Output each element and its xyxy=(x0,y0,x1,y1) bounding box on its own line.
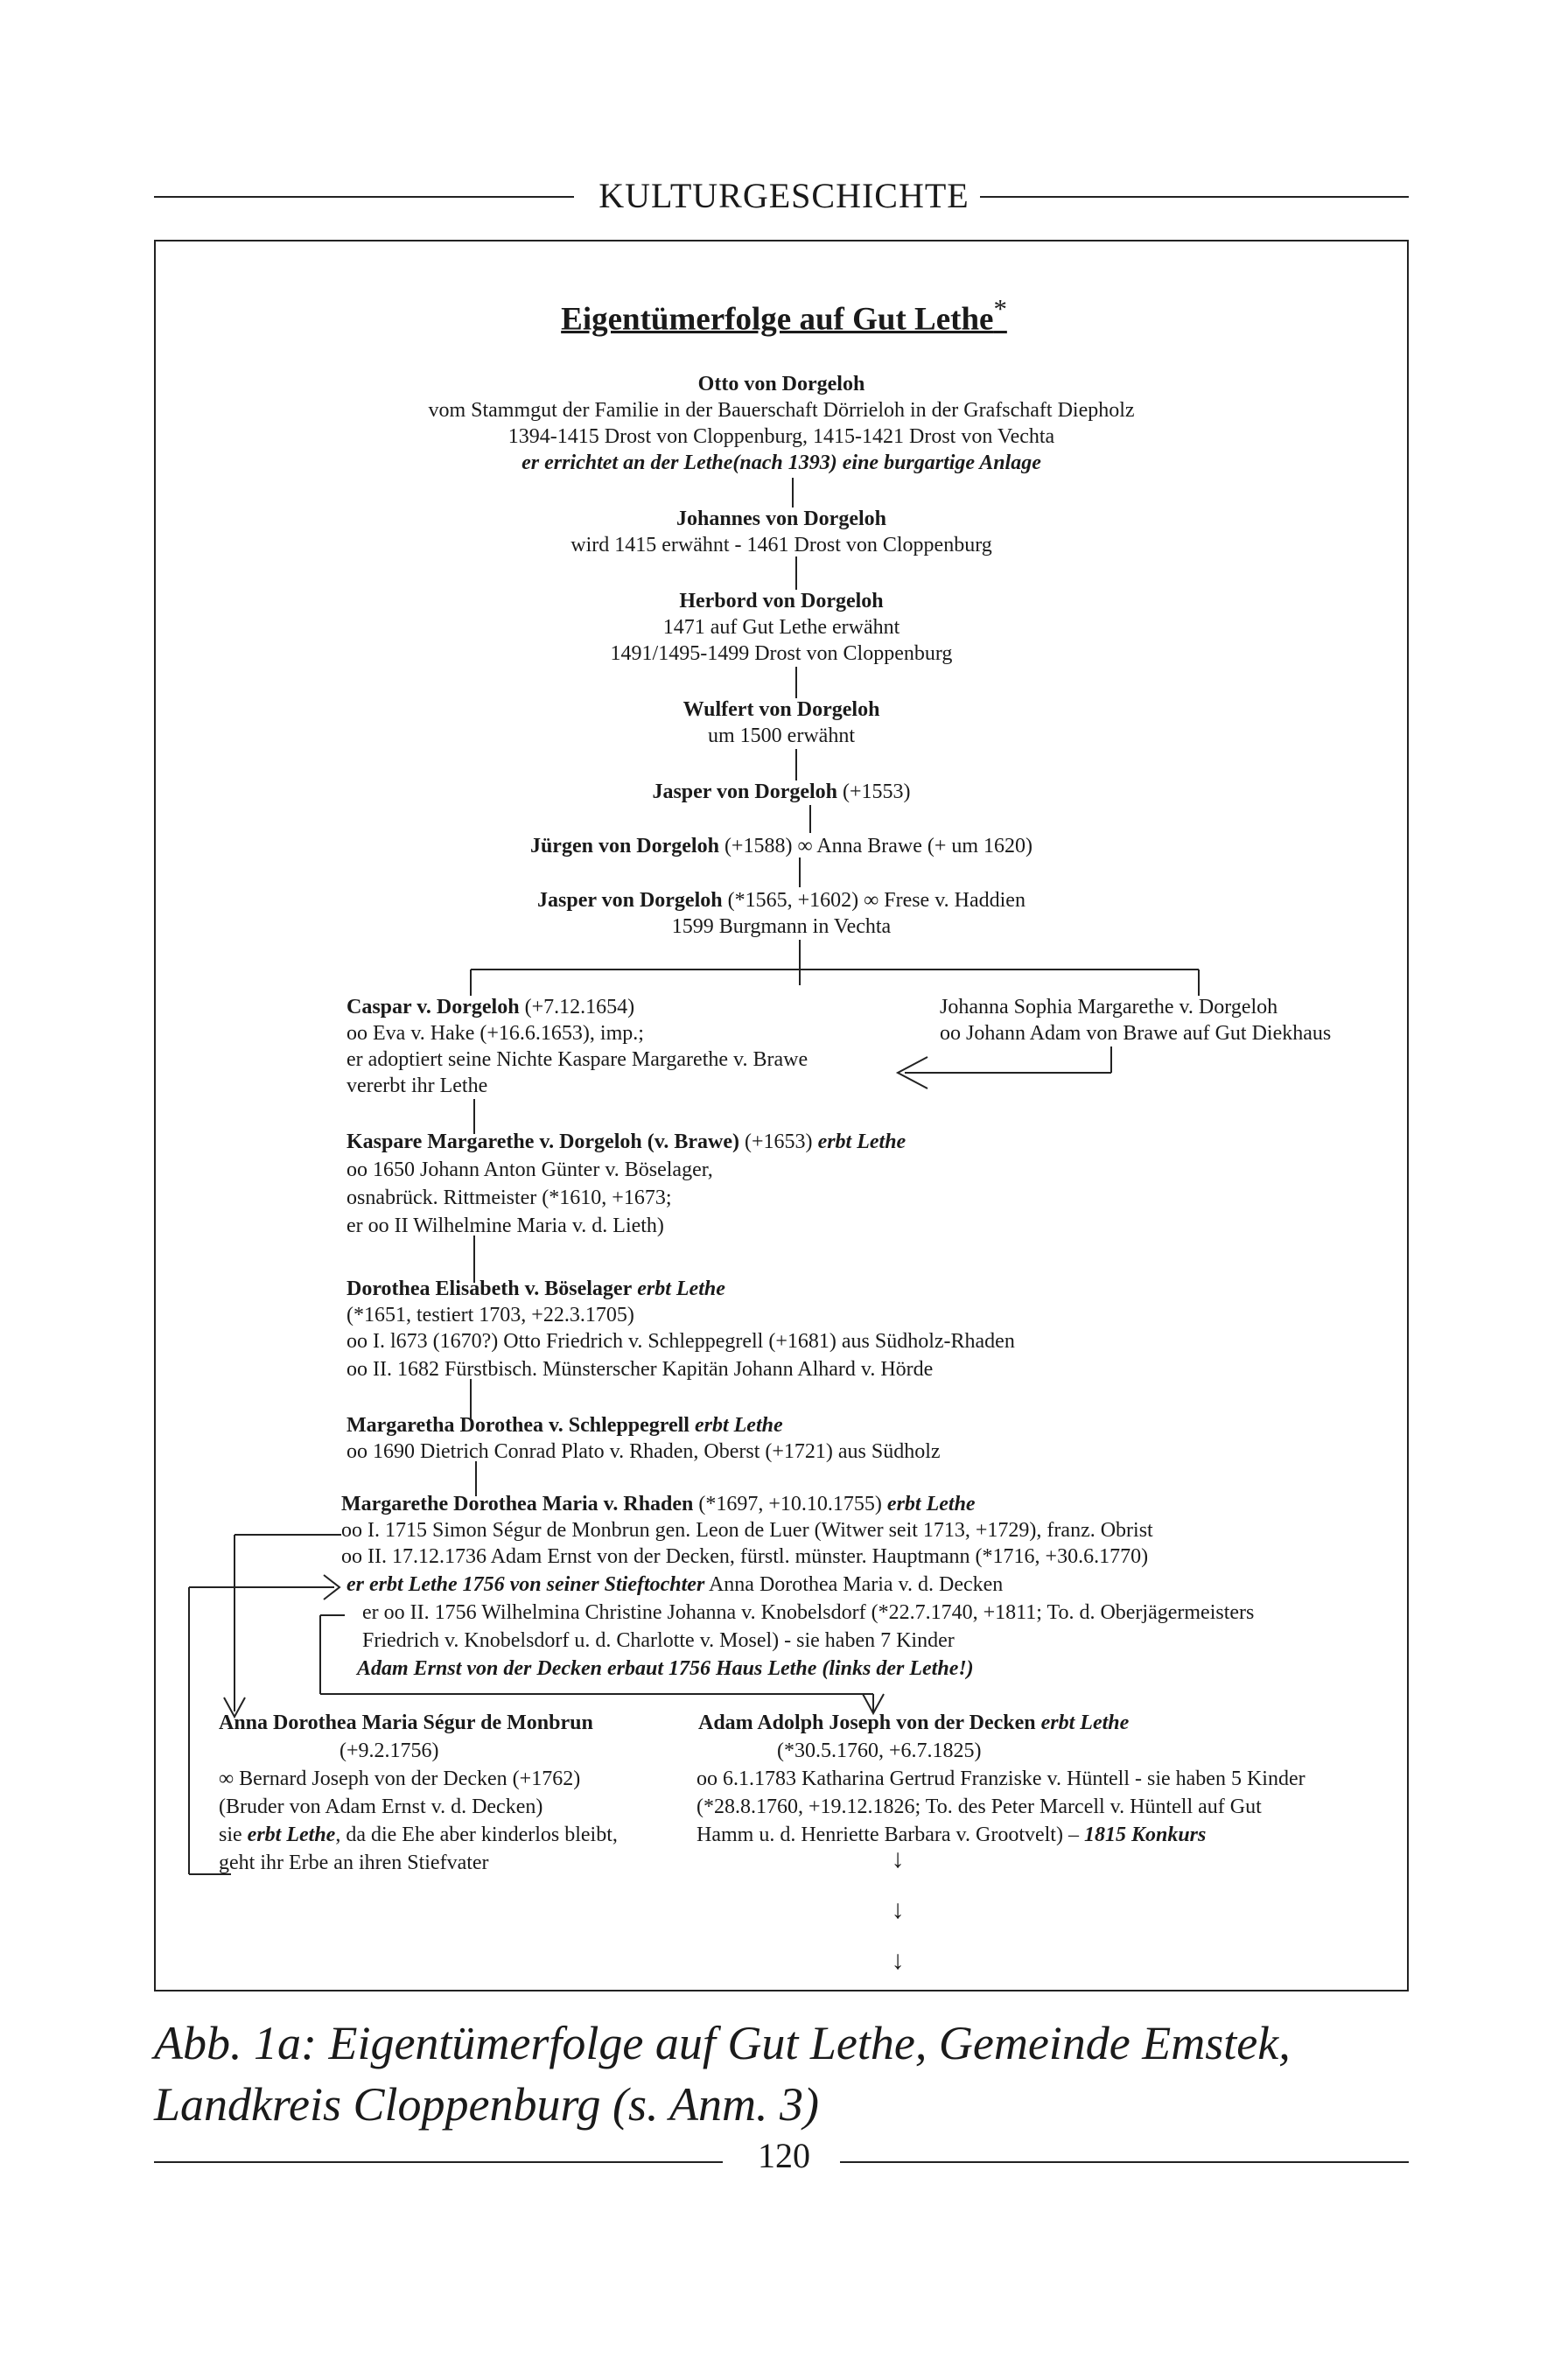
anna-line-4a: sie xyxy=(219,1824,248,1846)
johanna-line-1: Johanna Sophia Margarethe v. Dorgeloh xyxy=(940,996,1278,1018)
dorothea-line-3: oo II. 1682 Fürstbisch. Münsterscher Kapitän Johann Alhard v. Hörde xyxy=(346,1358,934,1381)
arrow-down-icon: ↓ xyxy=(891,1895,905,1924)
page-number: 120 xyxy=(758,2136,810,2175)
otto-line-2: 1394-1415 Drost von Cloppenburg, 1415-1421 Drost von Vechta xyxy=(508,425,1055,448)
margarethe-dates: (*1697, +10.10.1755) xyxy=(693,1493,887,1516)
margarethe-erbt: erbt Lethe xyxy=(886,1493,976,1516)
jasper2-name: Jasper von Dorgeloh xyxy=(537,889,723,912)
margarethe-name: Margarethe Dorothea Maria v. Rhaden xyxy=(341,1493,694,1516)
margarethe-line-2: oo II. 17.12.1736 Adam Ernst von der Decken, fürstl. münster. Hauptmann (*1716, +30.6.1770) xyxy=(341,1545,1149,1568)
margarethe-line-6: Adam Ernst von der Decken erbaut 1756 Haus Lethe (links der Lethe!) xyxy=(357,1657,974,1680)
arrow-down-icon: ↓ xyxy=(891,1844,905,1873)
caspar-line-1: oo Eva v. Hake (+16.6.1653), imp.; xyxy=(346,1022,644,1045)
dorothea-erbt: erbt Lethe xyxy=(632,1278,725,1300)
anna-line-3: (Bruder von Adam Ernst v. d. Decken) xyxy=(219,1796,543,1818)
otto-name: Otto von Dorgeloh xyxy=(697,373,865,396)
kaspare-line-3: er oo II Wilhelmine Maria v. d. Lieth) xyxy=(346,1214,664,1237)
adolph-line-3: (*28.8.1760, +19.12.1826; To. des Peter Marcell v. Hüntell auf Gut xyxy=(696,1796,1262,1818)
footer-rule-right xyxy=(840,2161,1409,2163)
anna-name: Anna Dorothea Maria Ségur de Monbrun xyxy=(219,1712,593,1734)
adolph-konkurs: 1815 Konkurs xyxy=(1083,1824,1207,1846)
anna-line-5: geht ihr Erbe an ihren Stiefvater xyxy=(219,1852,489,1874)
figure-caption: Abb. 1a: Eigentümerfolge auf Gut Lethe, Gemeinde Emstek, Landkreis Cloppenburg (s. Anm. 3) xyxy=(154,2017,1291,2131)
kaspare-line-1: oo 1650 Johann Anton Günter v. Böselager, xyxy=(346,1158,713,1181)
margarethe-line-1: oo I. 1715 Simon Ségur de Monbrun gen. Leon de Luer (Witwer seit 1713, +1729), franz. Obrist xyxy=(341,1519,1153,1542)
wulfert-line-1: um 1500 erwähnt xyxy=(708,724,855,747)
margarethe-line-4: er oo II. 1756 Wilhelmina Christine Johanna v. Knobelsdorf (*22.7.1740, +1811; To. d. Oberjägermeisters xyxy=(362,1601,1255,1624)
margaretha-line-1: oo 1690 Dietrich Conrad Plato v. Rhaden, Oberst (+1721) aus Südholz xyxy=(346,1440,941,1463)
johannes-name: Johannes von Dorgeloh xyxy=(676,508,887,530)
adolph-line-4a: Hamm u. d. Henriette Barbara v. Grootvelt) – xyxy=(696,1824,1084,1846)
caspar-line-3: vererbt ihr Lethe xyxy=(346,1074,488,1097)
jasper1-dates: (+1553) xyxy=(837,780,911,803)
anna-line-4-erbt: erbt Lethe xyxy=(247,1824,336,1846)
jasper2-line-1: 1599 Burgmann in Vechta xyxy=(671,915,892,938)
johannes-line-1: wird 1415 erwähnt - 1461 Drost von Cloppenburg xyxy=(570,534,992,556)
kaspare-name: Kaspare Margarethe v. Dorgeloh (v. Brawe) xyxy=(346,1130,740,1153)
otto-line-1: vom Stammgut der Familie in der Bauerschaft Dörrieloh in der Grafschaft Diepholz xyxy=(428,399,1135,422)
anna-line-4c: , da die Ehe aber kinderlos bleibt, xyxy=(335,1824,618,1846)
herbord-line-1: 1471 auf Gut Lethe erwähnt xyxy=(662,616,900,639)
juergen-name: Jürgen von Dorgeloh xyxy=(529,835,719,858)
otto-line-3: er errichtet an der Lethe(nach 1393) eine burgartige Anlage xyxy=(522,452,1041,474)
caspar-dates: (+7.12.1654) xyxy=(519,996,635,1018)
dorothea-line-1: (*1651, testiert 1703, +22.3.1705) xyxy=(346,1304,634,1326)
adolph-line-2: oo 6.1.1783 Katharina Gertrud Franziske v. Hüntell - sie haben 5 Kinder xyxy=(696,1768,1306,1790)
wulfert-name: Wulfert von Dorgeloh xyxy=(682,698,880,721)
herbord-name: Herbord von Dorgeloh xyxy=(679,590,884,612)
dorothea-name: Dorothea Elisabeth v. Böselager xyxy=(346,1278,633,1300)
herbord-line-2: 1491/1495-1499 Drost von Cloppenburg xyxy=(610,642,953,665)
adolph-name: Adam Adolph Joseph von der Decken xyxy=(698,1712,1036,1734)
chart-title-mark: * xyxy=(993,294,1007,324)
header-title: KULTURGESCHICHTE xyxy=(598,176,970,215)
margarethe-line-3-erbt: er erbt Lethe 1756 von seiner Stieftochter xyxy=(346,1573,705,1596)
kaspare-erbt: erbt Lethe xyxy=(817,1130,906,1153)
adolph-line-1: (*30.5.1760, +6.7.1825) xyxy=(777,1740,982,1762)
kaspare-line-2: osnabrück. Rittmeister (*1610, +1673; xyxy=(346,1186,672,1209)
kaspare-dates: (+1653) xyxy=(739,1130,818,1153)
margarethe-line-3-rest: Anna Dorothea Maria v. d. Decken xyxy=(704,1573,1004,1596)
jasper2-dates: (*1565, +1602) ∞ Frese v. Haddien xyxy=(722,889,1026,912)
caspar-line-2: er adoptiert seine Nichte Kaspare Margarethe v. Brawe xyxy=(346,1048,808,1071)
arrow-down-icon: ↓ xyxy=(891,1946,905,1975)
margarethe-line-5: Friedrich v. Knobelsdorf u. d. Charlotte v. Mosel) - sie haben 7 Kinder xyxy=(362,1629,955,1652)
adolph-erbt: erbt Lethe xyxy=(1035,1712,1130,1734)
anna-line-2: ∞ Bernard Joseph von der Decken (+1762) xyxy=(219,1768,581,1790)
dorothea-line-2: oo I. l673 (1670?) Otto Friedrich v. Schleppegrell (+1681) aus Südholz-Rhaden xyxy=(346,1330,1015,1353)
johanna-line-2: oo Johann Adam von Brawe auf Gut Diekhaus xyxy=(940,1022,1332,1045)
anna-line-1: (+9.2.1756) xyxy=(340,1740,439,1762)
jasper1-name: Jasper von Dorgeloh xyxy=(652,780,838,803)
margaretha-erbt: erbt Lethe xyxy=(689,1414,783,1437)
juergen-dates: (+1588) ∞ Anna Brawe (+ um 1620) xyxy=(718,835,1033,858)
chart-title-text: Eigentümerfolge auf Gut Lethe xyxy=(561,301,994,338)
margaretha-name: Margaretha Dorothea v. Schleppegrell xyxy=(346,1414,690,1437)
caspar-name: Caspar v. Dorgeloh xyxy=(346,996,520,1018)
